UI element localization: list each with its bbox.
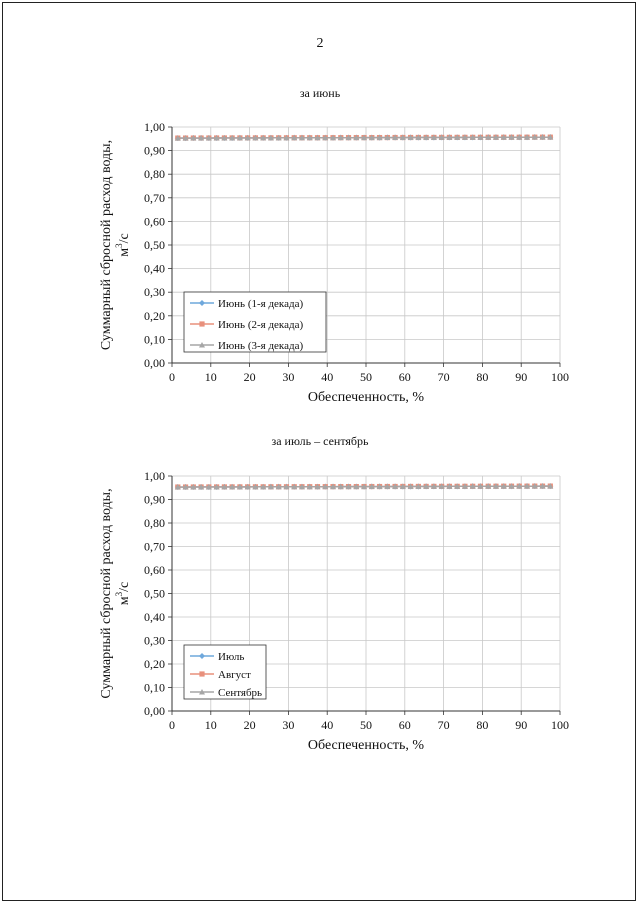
y-tick-label: 0,90 bbox=[144, 143, 165, 158]
y-axis-unit bbox=[114, 582, 132, 605]
x-tick-label: 80 bbox=[476, 370, 489, 384]
x-tick-label: 20 bbox=[243, 718, 256, 732]
legend-label: Июнь (2-я декада) bbox=[218, 319, 304, 331]
x-tick-label: 100 bbox=[551, 370, 569, 384]
y-tick-label: 0,80 bbox=[144, 516, 165, 530]
y-axis-unit-base: м bbox=[117, 247, 132, 257]
legend-label: Сентябрь bbox=[218, 687, 263, 699]
x-axis-label: Обеспеченность, % bbox=[307, 738, 425, 753]
legend-label: Июнь (3-я декада) bbox=[218, 340, 304, 352]
y-axis-label: Суммарный сбросной расход воды, bbox=[99, 139, 114, 351]
legend-label: Август bbox=[218, 669, 251, 681]
x-tick-label: 60 bbox=[398, 370, 411, 384]
series-point bbox=[199, 671, 204, 676]
y-tick-label: 0,00 bbox=[144, 356, 165, 370]
y-tick-label: 0,10 bbox=[144, 680, 165, 695]
y-axis-unit-sup: 3 bbox=[114, 243, 124, 248]
y-axis-unit-base: м bbox=[117, 596, 132, 606]
x-tick-label: 20 bbox=[243, 370, 256, 384]
x-tick-label: 10 bbox=[204, 718, 217, 732]
y-axis-unit-rest: /с bbox=[117, 233, 132, 244]
y-tick-label: 0,50 bbox=[144, 238, 165, 252]
y-tick-label: 1,00 bbox=[144, 469, 165, 483]
y-tick-label: 0,60 bbox=[144, 563, 165, 577]
x-tick-label: 80 bbox=[476, 718, 489, 732]
y-tick-label: 0,40 bbox=[144, 261, 165, 276]
x-tick-label: 70 bbox=[437, 718, 450, 732]
x-tick-label: 70 bbox=[437, 370, 450, 384]
x-tick-label: 10 bbox=[204, 370, 217, 384]
legend bbox=[184, 645, 266, 699]
y-tick-label: 0,30 bbox=[144, 285, 165, 300]
y-tick-label: 0,40 bbox=[144, 610, 165, 624]
x-tick-label: 40 bbox=[321, 718, 334, 732]
y-tick-label: 0,80 bbox=[144, 167, 165, 182]
x-tick-label: 40 bbox=[321, 370, 334, 384]
x-tick-label: 0 bbox=[169, 370, 175, 384]
y-tick-label: 0,10 bbox=[144, 332, 165, 347]
y-tick-label: 0,20 bbox=[144, 308, 165, 323]
y-tick-label: 0,60 bbox=[144, 214, 165, 229]
y-axis-unit-sup: 3 bbox=[114, 591, 124, 597]
y-tick-label: 1,00 bbox=[144, 120, 165, 134]
y-tick-label: 0,50 bbox=[144, 586, 165, 601]
y-tick-label: 0,20 bbox=[144, 657, 165, 671]
y-axis-unit-rest: /с bbox=[117, 581, 132, 592]
y-tick-label: 0,30 bbox=[144, 633, 165, 648]
y-tick-label: 0,90 bbox=[144, 492, 165, 507]
y-tick-label: 0,00 bbox=[144, 704, 165, 718]
legend-label: Июль bbox=[218, 651, 245, 663]
x-axis-label: Обеспеченность, % bbox=[307, 390, 425, 405]
y-tick-label: 0,70 bbox=[144, 190, 165, 205]
x-tick-label: 0 bbox=[169, 718, 175, 732]
x-tick-label: 90 bbox=[515, 370, 528, 384]
x-tick-label: 90 bbox=[515, 718, 528, 732]
chart-1-title: за июнь bbox=[299, 86, 341, 100]
legend-label: Июнь (1-я декада) bbox=[218, 298, 304, 310]
y-tick-label: 0,70 bbox=[144, 539, 165, 554]
x-tick-label: 100 bbox=[551, 718, 569, 732]
page-number: 2 bbox=[316, 36, 324, 51]
x-tick-label: 30 bbox=[282, 718, 295, 732]
x-tick-label: 50 bbox=[360, 718, 372, 732]
x-tick-label: 30 bbox=[282, 370, 295, 384]
x-tick-label: 60 bbox=[398, 718, 411, 732]
x-tick-label: 50 bbox=[360, 370, 372, 384]
y-axis-label: Суммарный сбросной расход воды, bbox=[99, 488, 114, 699]
chart-2-title: за июль – сентябрь bbox=[271, 434, 369, 448]
